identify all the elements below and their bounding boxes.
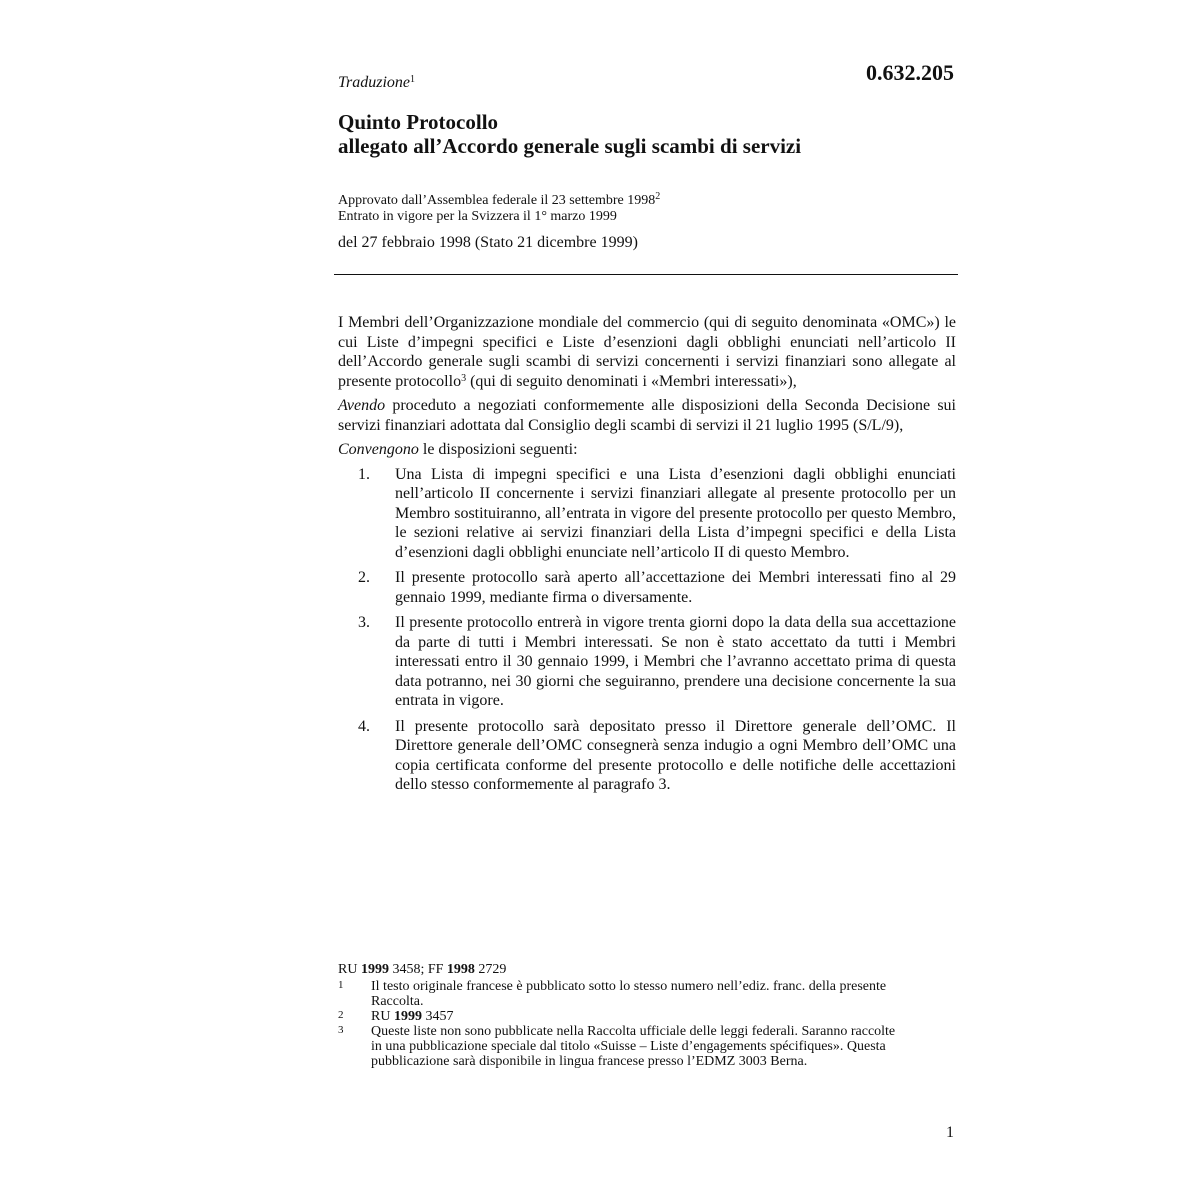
footnote [338, 1024, 938, 1069]
recital-italic: Avendo [338, 397, 386, 414]
recital-paragraph [338, 396, 956, 435]
publication-reference [338, 962, 938, 977]
list-item-number: 2. [358, 569, 370, 586]
list-item [338, 613, 956, 711]
list-item-text: Il presente protocollo entrerà in vigore trenta giorni dopo la data della sua accettazione da parte di tutti i Membri interessati. Se non è stato accettato da tutti i Membri interessati entro il 30 gennaio 1999, i Membri che l’avranno accettato prima di questa data potranno, nei 30 giorni che seguiranno, prendere una decisione concernente la sua entrata in vigore. [395, 614, 956, 709]
preamble-paragraph [338, 313, 956, 391]
list-item-number: 1. [358, 465, 370, 483]
list-item-text: Il presente protocollo sarà aperto all’accettazione dei Membri interessati fino al 29 gennaio 1999, mediante firma o diversamente. [395, 569, 956, 606]
in-force-line: Entrato in vigore per la Svizzera il 1° marzo 1999 [338, 209, 617, 224]
footnote [338, 1009, 938, 1024]
document-page [338, 0, 958, 1200]
translation-label [338, 74, 415, 92]
ref-ff-year: 1998 [446, 962, 475, 977]
list-item [338, 717, 956, 795]
footnotes-section [338, 962, 938, 1069]
ref-ru-year: 1999 [360, 962, 389, 977]
ref-ru-page: 3458; FF [392, 962, 444, 977]
preamble-text-a: I Membri dell’Organizzazione mondiale del commercio (qui di seguito denominata «OMC») le cui Liste d’impegni specifici e Liste d’esenzioni dagli obblighi enunciati nell’articolo II dell’Accordo generale sugli scambi di servizi concernenti i servizi finanziari sono allegate al presente protocollo [338, 314, 956, 390]
footnote-ru-year: 1999 [393, 1009, 422, 1024]
header-divider [334, 274, 958, 275]
approval-line [338, 193, 660, 209]
provisions-list [338, 465, 956, 795]
footnote-ref-3[interactable]: 3 [461, 372, 467, 384]
footnote-ref-1[interactable]: 1 [410, 74, 416, 85]
translation-label-text: Traduzione [338, 74, 411, 91]
list-item-number: 3. [358, 614, 370, 631]
footnote [338, 979, 938, 1009]
sr-number: 0.632.205 [866, 60, 954, 85]
footnote-number: 1 [338, 979, 344, 991]
footnote-text [371, 1009, 938, 1024]
footnote-text: Il testo originale francese è pubblicato sotto lo stesso numero nell’ediz. franc. della presente Raccolta. [371, 979, 887, 1009]
approval-text: Approvato dall’Assemblea federale il 23 settembre 1998 [338, 193, 656, 208]
footnote-ru-label: RU [371, 1009, 391, 1024]
list-item-number: 4. [358, 717, 370, 735]
title-line-2: allegato all’Accordo generale sugli scambi di servizi [338, 134, 802, 158]
agreement-text: le disposizioni seguenti: [418, 441, 578, 458]
footnote-number: 3 [338, 1024, 344, 1036]
approval-info [338, 193, 660, 225]
title-line-1: Quinto Protocollo [338, 110, 499, 134]
agreement-italic: Convengono [338, 441, 419, 458]
agreement-paragraph [338, 440, 956, 460]
footnote-text: Queste liste non sono pubblicate nella Raccolta ufficiale delle leggi federali. Saranno raccolte in una pubblicazione speciale dal titolo «Suisse – Liste d’engagements spécifiques». Questa pubblicazione sarà disponibile in lingua francese presso l’EDMZ 3003 Berna. [371, 1024, 896, 1069]
list-item [338, 465, 956, 563]
recital-text: proceduto a negoziati conformemente alle disposizioni della Seconda Decisione sui servizi finanziari adottata dal Consiglio degli scambi di servizi il 21 luglio 1995 (S/L/9), [338, 397, 956, 434]
list-item [338, 568, 956, 607]
ref-ff-page: 2729 [478, 962, 507, 977]
document-body [338, 313, 956, 801]
document-date: del 27 febbraio 1998 (Stato 21 dicembre 1999) [338, 234, 638, 251]
footnote-ref-2[interactable]: 2 [655, 191, 661, 202]
page-number: 1 [946, 1124, 954, 1141]
document-title [338, 110, 801, 158]
footnote-ru-page: 3457 [425, 1009, 454, 1024]
preamble-text-b: (qui di seguito denominati i «Membri interessati»), [466, 372, 797, 390]
list-item-text: Il presente protocollo sarà depositato presso il Direttore generale dell’OMC. Il Direttore generale dell’OMC consegnerà senza indugio a ogni Membro dell’OMC una copia certificata conforme del presente protocollo e delle notifiche delle accettazioni dello stesso conformemente al paragrafo 3. [395, 717, 956, 793]
ref-ru-label: RU [338, 962, 358, 977]
footnote-number: 2 [338, 1009, 344, 1021]
list-item-text: Una Lista di impegni specifici e una Lista d’esenzioni dagli obblighi enunciati nell’articolo II concernente i servizi finanziari allegate al presente protocollo per un Membro sostituiranno, all’entrata in vigore del presente protocollo per questo Membro, le sezioni relative ai servizi finanziari della Lista d’impegni specifici e della Lista d’esenzioni dagli obblighi enunciate nell’articolo II di questo Membro. [395, 465, 956, 561]
